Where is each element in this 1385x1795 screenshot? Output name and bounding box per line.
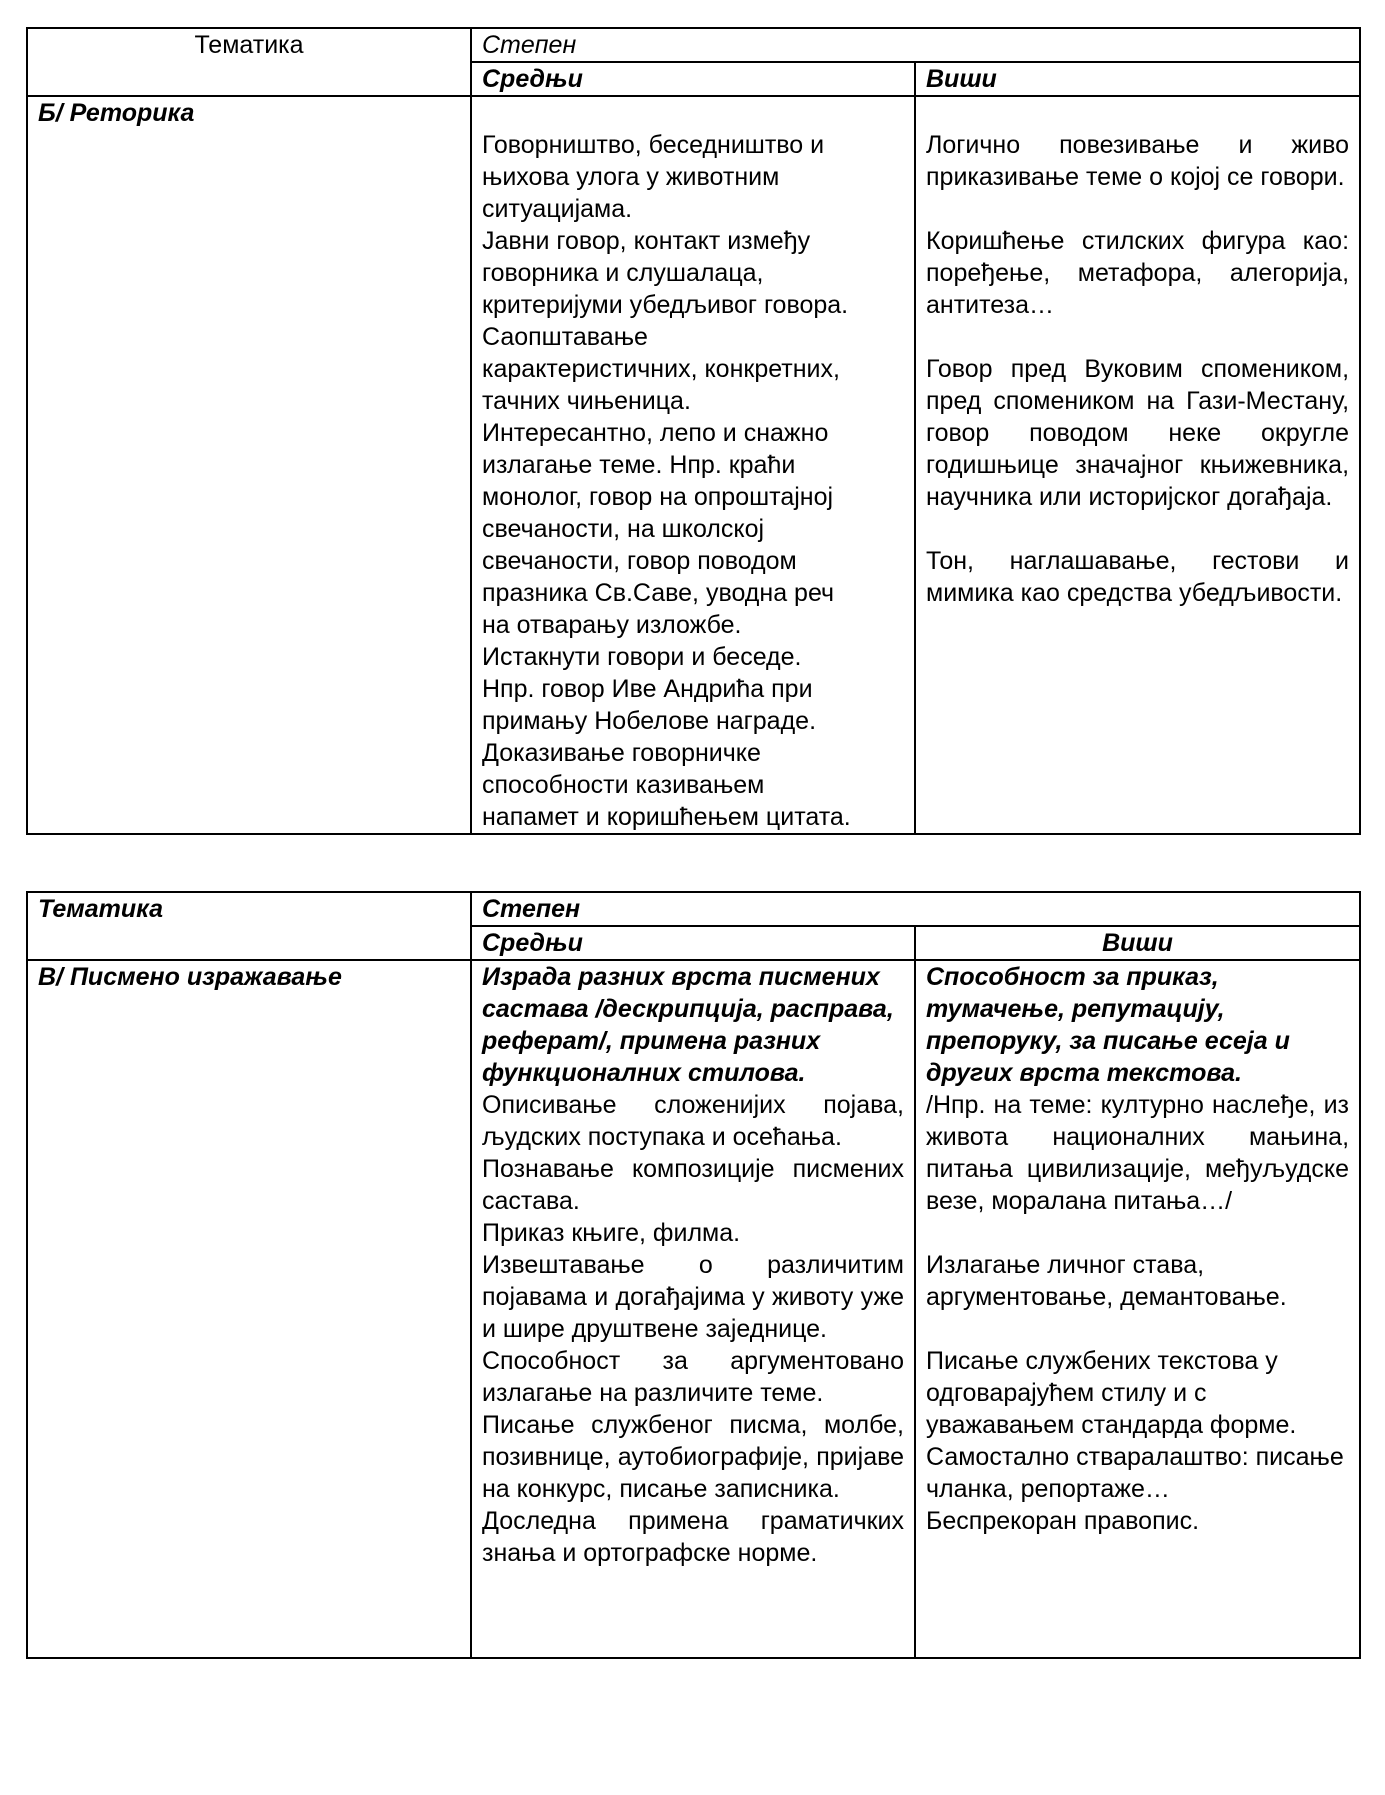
section-title-cell	[27, 960, 471, 1658]
middle-paragraph: Способност за аргументовано излагање на различите теме.	[482, 1347, 904, 1407]
section-title: В/ Писмено изражавање	[38, 963, 342, 991]
middle-paragraph: Доследна примена граматичких знања и ортографске норме.	[482, 1507, 904, 1567]
middle-content	[482, 129, 904, 833]
middle-bold-text: Израда разних врста писмених састава /дескрипција, расправа, реферат/, примена разних функционалних стилова.	[482, 963, 894, 1087]
middle-text-line: свечаности, говор поводом	[482, 547, 797, 575]
higher-paragraph: /Нпр. на теме: културно наслеђе, из живота националних мањина, питања цивилизације, међуљудске везе, моралана питања…/	[926, 1091, 1350, 1215]
higher-paragraph: Излагање личног става, аргументовање, демантовање.	[926, 1251, 1287, 1311]
section-title: Б/ Реторика	[38, 99, 195, 127]
middle-text-line: празника Св.Саве, уводна реч	[482, 579, 835, 607]
higher-paragraph: Тон, наглашавање, гестови и мимика као средства убедљивости.	[926, 547, 1350, 607]
higher-content-cell	[915, 960, 1360, 1658]
middle-text-line: Говорништво, беседништво и	[482, 131, 825, 159]
writing-table	[26, 891, 1361, 1659]
level-header: Степен	[482, 895, 581, 923]
middle-text-line: Истакнути говори и беседе.	[482, 643, 802, 671]
middle-paragraph: Извештавање о различитим појавама и догађајима у животу уже и шире друштвене заједнице.	[482, 1251, 904, 1343]
middle-paragraph: Приказ књиге, филма.	[482, 1219, 741, 1247]
middle-text-line: напамет и коришћењем цитата.	[482, 803, 851, 831]
middle-header: Средњи	[482, 65, 583, 93]
topic-header: Тематика	[194, 31, 304, 59]
middle-text-line: Нпр. говор Иве Андрића при	[482, 675, 813, 703]
higher-paragraph: Писање службених текстова у одговарајућем стилу и с уважавањем стандарда форме.	[926, 1347, 1297, 1439]
middle-text-line: Доказивање говорничке	[482, 739, 761, 767]
rhetoric-table	[26, 27, 1361, 835]
middle-text-line: Јавни говор, контакт између	[482, 227, 811, 255]
middle-content-cell	[471, 96, 915, 834]
middle-text-line: ситуацијама.	[482, 195, 633, 223]
middle-text-line: свечаности, на школској	[482, 515, 765, 543]
middle-text-line: Саопштавање	[482, 323, 648, 351]
higher-paragraph: Коришћење стилских фигура као: поређење, метафора, алегорија, антитеза…	[926, 227, 1350, 319]
higher-bold-text: Способност за приказ, тумачење, репутацију, препоруку, за писање есеја и других врста текстова.	[926, 963, 1290, 1087]
middle-paragraph: Познавање композиције писмених састава.	[482, 1155, 904, 1215]
higher-header-cell	[915, 926, 1360, 960]
higher-content	[926, 1089, 1349, 1537]
higher-header-cell	[915, 62, 1360, 96]
middle-text-line: говорника и слушалаца,	[482, 259, 764, 287]
middle-paragraph: Писање службеног писма, молбе, позивнице, аутобиографије, пријаве на конкурс, писање записника.	[482, 1411, 904, 1503]
section-title-cell	[27, 96, 471, 834]
higher-paragraph: Самостално стваралаштво: писање чланка, репортаже…	[926, 1443, 1344, 1503]
topic-header-cell	[27, 28, 471, 96]
middle-text-line: излагање теме. Нпр. краћи	[482, 451, 796, 479]
middle-header: Средњи	[482, 929, 583, 957]
higher-paragraph: Беспрекоран правопис.	[926, 1507, 1200, 1535]
higher-paragraph: Логично повезивање и живо приказивање теме о којој се говори.	[926, 131, 1350, 191]
middle-text-line: критеријуми убедљивог говора.	[482, 291, 849, 319]
higher-paragraph: Говор пред Вуковим спомеником, пред спомеником на Гази-Местану, говор поводом неке округле годишњице значајног књижевника, научника или историјског догађаја.	[926, 355, 1350, 511]
higher-header: Виши	[1102, 929, 1173, 957]
middle-header-cell	[471, 62, 915, 96]
middle-content-cell	[471, 960, 915, 1658]
higher-content	[926, 129, 1349, 609]
topic-header-cell	[27, 892, 471, 960]
middle-text-line: примању Нобелове награде.	[482, 707, 817, 735]
middle-text-line: тачних чињеница.	[482, 387, 691, 415]
middle-text-line: карактеристичних, конкретних,	[482, 355, 840, 383]
middle-text-line: Интересантно, лепо и снажно	[482, 419, 829, 447]
topic-header: Тематика	[38, 895, 163, 923]
higher-content-cell	[915, 96, 1360, 834]
middle-text-line: на отварању изложбе.	[482, 611, 742, 639]
middle-header-cell	[471, 926, 915, 960]
middle-text-line: способности казивањем	[482, 771, 765, 799]
level-header: Степен	[482, 31, 577, 59]
level-header-cell	[471, 28, 1360, 62]
middle-text-line: њихова улога у животним	[482, 163, 780, 191]
middle-text-line: монолог, говор на опроштајној	[482, 483, 834, 511]
middle-content	[482, 1089, 904, 1569]
higher-header: Виши	[926, 65, 997, 93]
level-header-cell	[471, 892, 1360, 926]
middle-paragraph: Описивање сложенијих појава, људских поступака и осећања.	[482, 1091, 904, 1151]
